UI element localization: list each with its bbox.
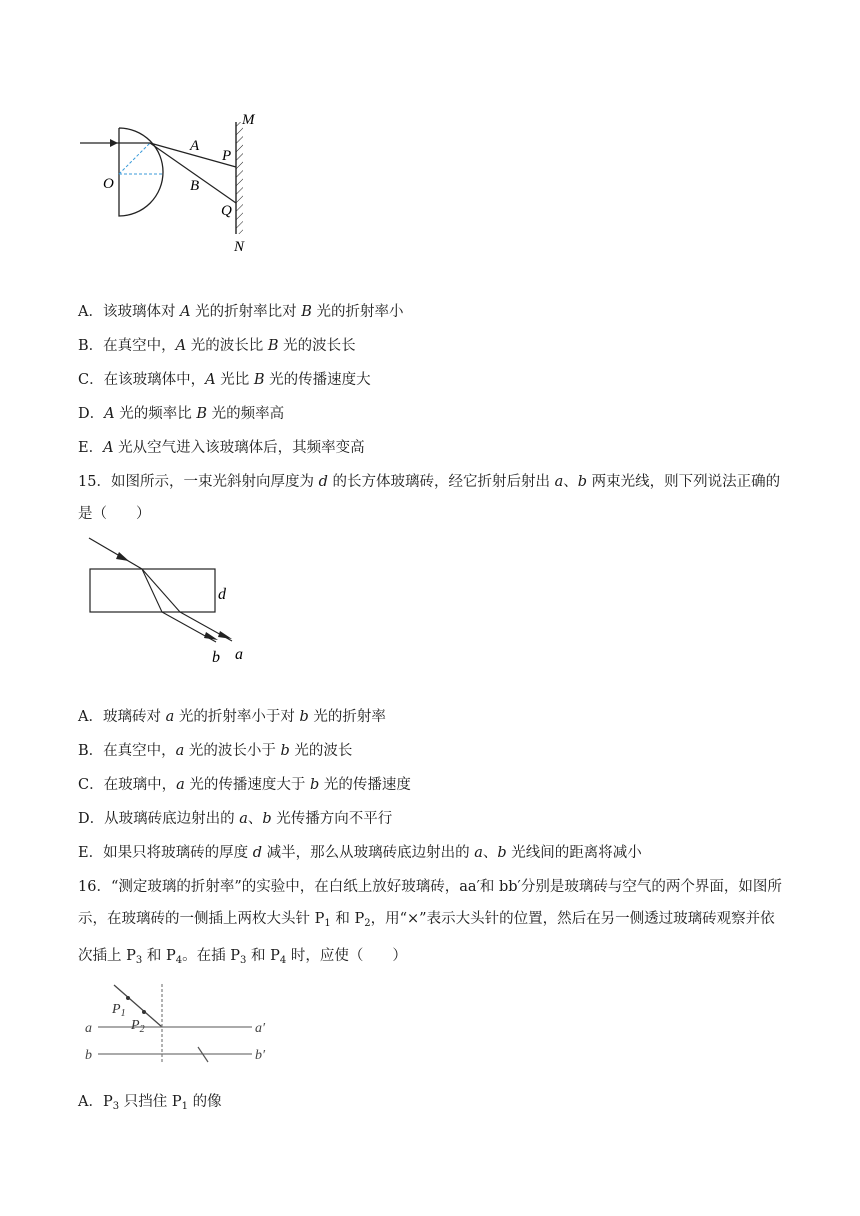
- q14-option-e: E．A 光从空气进入该玻璃体后，其频率变高: [78, 440, 365, 456]
- label-p2: $P_2$: [131, 1018, 145, 1035]
- label-p: P: [222, 148, 232, 164]
- label-d: d: [218, 586, 226, 603]
- label-b: b: [85, 1048, 92, 1063]
- label-q: Q: [221, 203, 232, 219]
- q15-option-e: E．如果只将玻璃砖的厚度 d 减半，那么从玻璃砖底边射出的 a、b 光线间的距离将减小: [78, 845, 642, 861]
- label-a: a: [235, 646, 243, 663]
- figure-refraction-experiment: [80, 980, 280, 1068]
- pin-p2-mark: [142, 1010, 146, 1014]
- label-b-prime: b′: [255, 1048, 266, 1063]
- label-p1: $P_1$: [112, 1002, 126, 1019]
- label-o: O: [103, 176, 114, 192]
- label-a: a: [85, 1021, 92, 1036]
- q15-option-c: C．在玻璃中，a 光的传播速度大于 b 光的传播速度: [78, 777, 411, 793]
- figure-glass-slab: [84, 532, 264, 670]
- figure-semicircle-glass: [76, 108, 276, 258]
- q15-option-d: D．从玻璃砖底边射出的 a、b 光传播方向不平行: [78, 811, 393, 827]
- label-m: M: [242, 112, 255, 128]
- q15-option-b: B．在真空中，a 光的波长小于 b 光的波长: [78, 743, 353, 759]
- question-15: 15．如图所示，一束光斜射向厚度为 d 的长方体玻璃砖，经它折射后射出 a、b 两束光线，则下列说法正确的是（ ）: [78, 474, 781, 522]
- arrow-icon: [218, 631, 232, 639]
- label-a-prime: a′: [255, 1021, 266, 1036]
- label-a: A: [190, 138, 200, 154]
- question-16: 16．“测定玻璃的折射率”的实验中，在白纸上放好玻璃砖，aa′和 bb′分别是玻璃砖与空气的两个界面，如图所示，在玻璃砖的一侧插上两枚大头针 $P_1$ 和 $P_2$，用“×”表示大头针的位置，然后在另一侧透过玻璃砖观察并依次插上 $P_3$ 和 $P_4$。在插 $P_3$ 和 $P_4$ 时，应使（ ）: [78, 879, 782, 966]
- q15-option-a: A．玻璃砖对 a 光的折射率小于对 b 光的折射率: [78, 709, 386, 725]
- label-n: N: [234, 239, 245, 255]
- label-b: b: [212, 649, 220, 666]
- arrow-icon: [204, 632, 218, 640]
- arrow-icon: [110, 139, 118, 147]
- q14-option-b: B．在真空中，A 光的波长比 B 光的波长长: [78, 338, 356, 354]
- q14-option-d: D．A 光的频率比 B 光的频率高: [78, 406, 285, 422]
- q16-option-a: A．$P_3$ 只挡住 $P_1$ 的像: [78, 1094, 222, 1112]
- arrow-icon: [116, 552, 129, 561]
- q14-option-c: C．在该玻璃体中，A 光比 B 光的传播速度大: [78, 372, 371, 388]
- pin-p1-mark: [126, 996, 130, 1000]
- incident-ray: [89, 538, 142, 569]
- q14-option-a: A．该玻璃体对 A 光的折射率比对 B 光的折射率小: [78, 304, 404, 320]
- label-b: B: [190, 178, 200, 194]
- semicircle-glass: [119, 128, 163, 216]
